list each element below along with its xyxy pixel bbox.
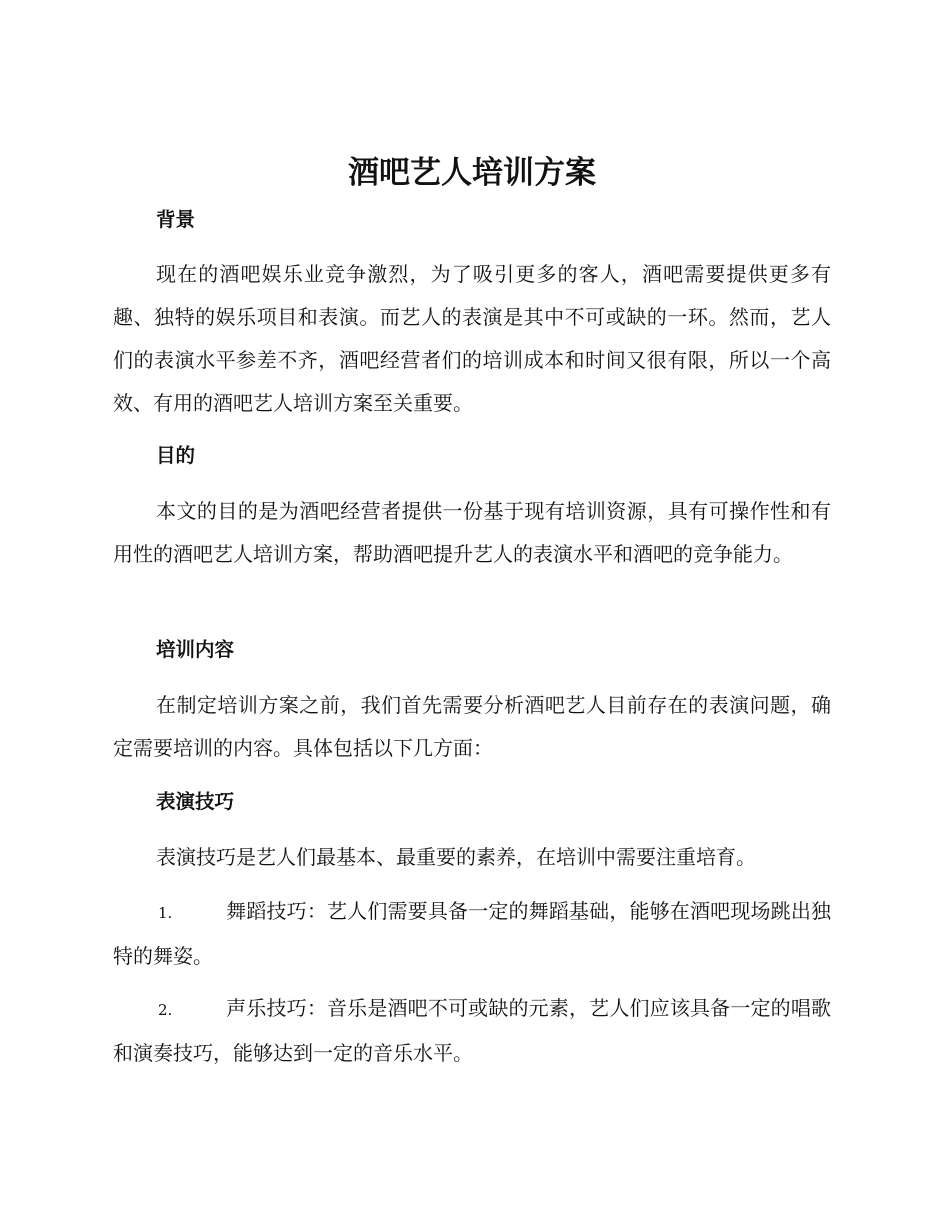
paragraph-background: 现在的酒吧娱乐业竞争激烈，为了吸引更多的客人，酒吧需要提供更多有趣、独特的娱乐项目和表演。而艺人的表演是其中不可或缺的一环。然而，艺人们的表演水平参差不齐，酒吧经营者们的培训成本和时间又很有限，所以一个高效、有用的酒吧艺人培训方案至关重要。 [113,262,831,415]
heading-performance-skills: 表演技巧 [156,790,235,813]
list-item [113,987,831,1075]
list-item [113,890,831,978]
paragraph-training-content: 在制定培训方案之前，我们首先需要分析酒吧艺人目前存在的表演问题，确定需要培训的内容。具体包括以下几方面： [113,693,831,760]
document-title: 酒吧艺人培训方案 [348,155,596,191]
paragraph-performance-skills: 表演技巧是艺人们最基本、最重要的素养，在培训中需要注重培育。 [156,845,756,869]
list-item-text: 声乐技巧：音乐是酒吧不可或缺的元素，艺人们应该具备一定的唱歌和演奏技巧，能够达到一定的音乐水平。 [113,996,831,1065]
heading-training-content: 培训内容 [156,638,235,661]
heading-background: 背景 [156,208,196,231]
heading-purpose: 目的 [156,444,196,467]
list-item-number: 2. [158,1001,173,1019]
list-item-number: 1. [158,904,173,922]
list-item-text: 舞蹈技巧：艺人们需要具备一定的舞蹈基础，能够在酒吧现场跳出独特的舞姿。 [113,899,831,968]
paragraph-purpose: 本文的目的是为酒吧经营者提供一份基于现有培训资源，具有可操作性和有用性的酒吧艺人培训方案，帮助酒吧提升艺人的表演水平和酒吧的竞争能力。 [113,499,831,566]
